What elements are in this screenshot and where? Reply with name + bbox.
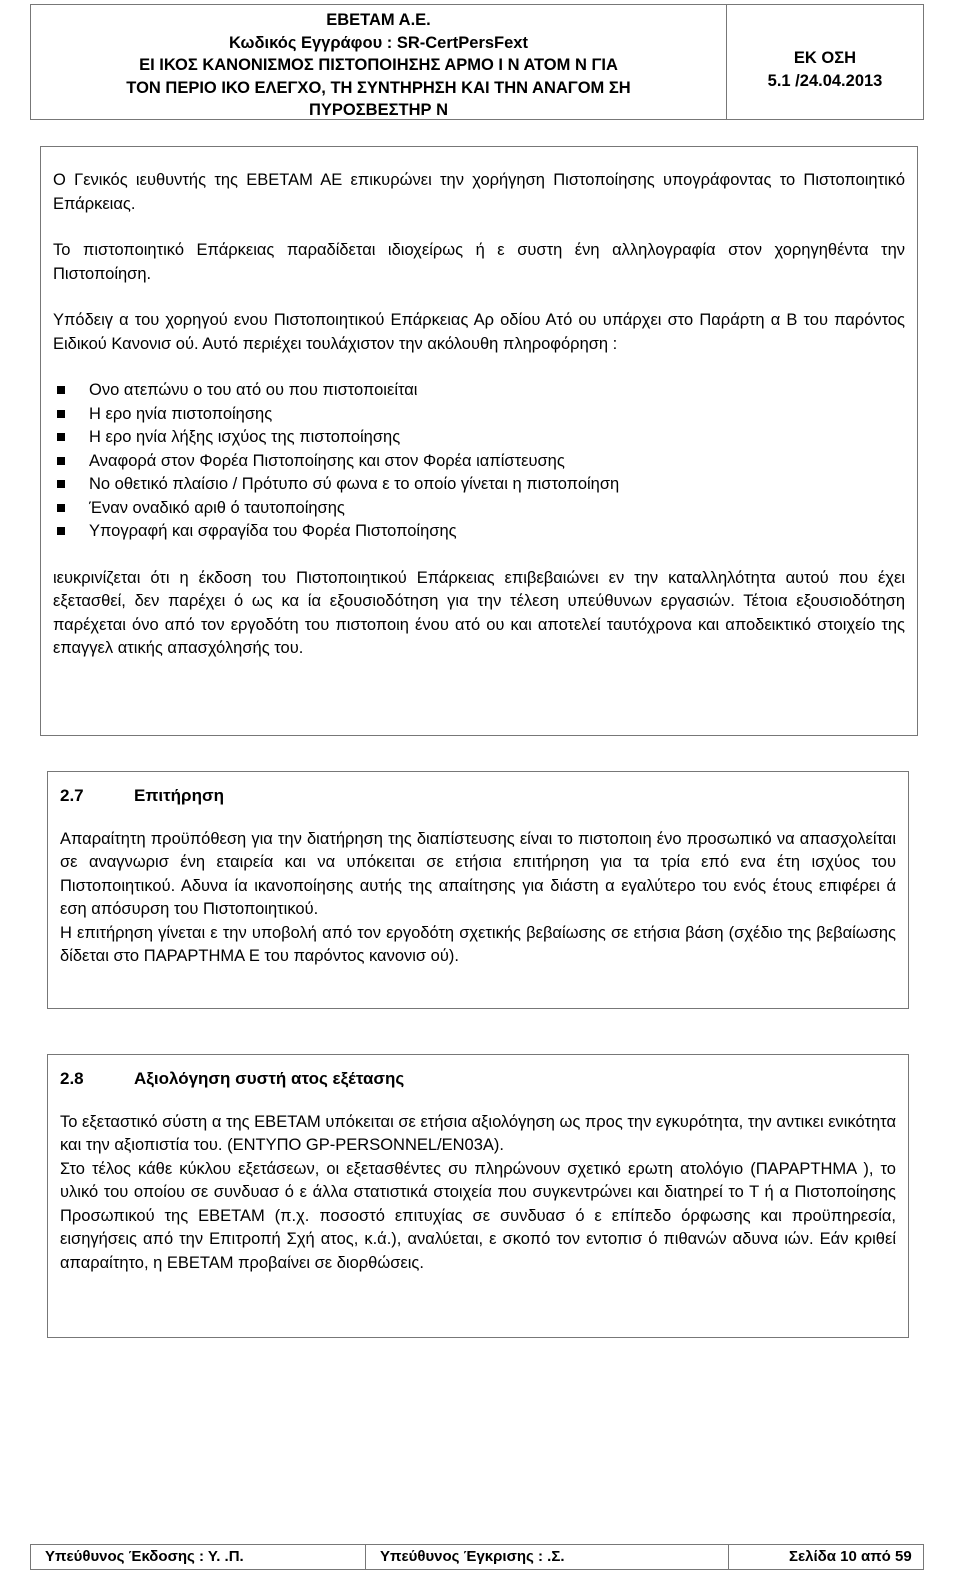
company-name: ΕΒΕΤΑΜ Α.Ε. bbox=[326, 11, 431, 29]
header-title-block bbox=[31, 5, 727, 119]
square-bullet-icon bbox=[57, 410, 65, 418]
section-number: 2.8 bbox=[60, 1069, 84, 1088]
list-item: Υπογραφή και σφραγίδα του Φορέα Πιστοποίησης bbox=[53, 520, 905, 544]
template-paragraph: Υπόδειγ α του χορηγού ενου Πιστοποιητικού Επάρκειας Αρ οδίου Ατό ου υπάρχει στο Παράρτη α Β του παρόντος Ειδικού Κανονισ ού. Αυτό περιέχει τουλάχιστον την ακόλουθη πληροφόρηση : bbox=[53, 311, 905, 353]
approval-paragraph: Ο Γενικός ιευθυντής της ΕΒΕΤΑΜ ΑΕ επικυρώνει την χορήγηση Πιστοποίησης υπογράφοντας το Πιστοποιητικό Επάρκειας. bbox=[53, 171, 905, 213]
square-bullet-icon bbox=[57, 433, 65, 441]
evaluation-paragraph: Το εξεταστικό σύστη α της ΕΒΕΤΑΜ υπόκειται σε ετήσια αξιολόγηση ως προς την εγκυρότητα, την αντικει ενικότητα και την αξιοπιστία του. (ΕΝΤΥΠΟ GP-PERSONNEL/EN03A). bbox=[60, 1112, 896, 1154]
document-title-line-3: ΠΥΡΟΣΒΕΣΤΗΡ Ν bbox=[309, 101, 448, 119]
list-item: Νο οθετικό πλαίσιο / Πρότυπο σύ φωνα ε το οποίο γίνεται η πιστοποίηση bbox=[53, 473, 905, 497]
square-bullet-icon bbox=[57, 504, 65, 512]
document-code: Κωδικός Εγγράφου : SR-CertPersFext bbox=[229, 33, 528, 52]
list-item: Ονο ατεπώνυ ο του ατό ου που πιστοποιείται bbox=[53, 379, 905, 403]
document-title-line-2: ΤΟΝ ΠΕΡΙΟ ΙΚΟ ΕΛΕΓΧΟ, ΤΗ ΣΥΝΤΗΡΗΣΗ ΚΑΙ ΤΗΝ ΑΝΑΓΟΜ ΣΗ bbox=[126, 78, 631, 97]
list-item: Αναφορά στον Φορέα Πιστοποίησης και στον Φορέα ιαπίστευσης bbox=[53, 450, 905, 474]
surveillance-procedure-paragraph: Η επιτήρηση γίνεται ε την υποβολή από τον εργοδότη σχετικής βεβαίωσης σε ετήσια βάση (σχέδιο της βεβαίωσης δίδεται στο ΠΑΡΑΡΤΗΜΑ Ε του παρόντος κανονισ ού). bbox=[60, 923, 896, 965]
section-number: 2.7 bbox=[60, 786, 84, 805]
surveillance-paragraph: Απαραίτητη προϋπόθεση για την διατήρηση της διαπίστευσης είναι το πιστοποιη ένο προσωπικό να απασχολείται σε αναγνωρισ ένη εταιρεία και να υπόκειται σε ετήσια επιτήρηση για τα τρία επό ενα έτη ισχύος του Πιστοποιητικού. Αδυνα ία ικανοποίησης αυτής της απαίτησης για διάστη α εγαλύτερο του ενός έτους επιφέρει ά εση απόσυρση του Πιστοποιητικού. bbox=[60, 829, 896, 918]
section-title: Αξιολόγηση συστή ατος εξέτασης bbox=[134, 1069, 405, 1088]
square-bullet-icon bbox=[57, 457, 65, 465]
square-bullet-icon bbox=[57, 386, 65, 394]
section-2-8 bbox=[47, 1054, 909, 1338]
document-header bbox=[30, 4, 924, 120]
section-heading bbox=[60, 1067, 896, 1091]
list-item: Η ερο ηνία πιστοποίησης bbox=[53, 403, 905, 427]
square-bullet-icon bbox=[57, 480, 65, 488]
certificate-section bbox=[40, 146, 918, 736]
edition-value: 5.1 /24.04.2013 bbox=[767, 71, 883, 90]
square-bullet-icon bbox=[57, 527, 65, 535]
questionnaire-paragraph: Στο τέλος κάθε κύκλου εξετάσεων, οι εξετασθέντες συ πληρώνουν σχετικό ερωτη ατολόγιο (ΠΑΡΑΡΤΗΜΑ ), το υλικό του οποίου σε συνδυασ ό ε άλλα στατιστικά στοιχεία που συγκεντρώνει και διατηρεί το Τ ή α Πιστοποίησης Προσωπικού της ΕΒΕΤΑΜ (π.χ. ποσοστό επιτυχίας σε συνδυασ ό ε επίπεδο όρφωσης και προϋπηρεσία, εισηγήσεις από την Επιτροπή Σχή ατος, κ.ά.), αναλύεται, ε σκοπό τον εντοπισ ό πιθανών αδυνα ιών. Εάν κριθεί απαραίτητο, η ΕΒΕΤΑΜ προβαίνει σε διορθώσεις. bbox=[60, 1159, 896, 1272]
clarification-paragraph: ιευκρινίζεται ότι η έκδοση του Πιστοποιητικού Επάρκειας επιβεβαιώνει εν την καταλληλότητα αυτού που έχει εξετασθεί, δεν παρέχει ό ως κα ία εξουσιοδότηση για την τέλεση υπεύθυνων εργασιών. Τέτοια εξουσιοδότηση παρέχεται όνο από τον εργοδότη του πιστοποιη ένου ατό ου και αποτελεί ταυτόχρονα και αποδεικτικό στοιχείο της επαγγελ ατικής απασχόλησής του. bbox=[53, 568, 905, 657]
edition-label: ΕΚ ΟΣΗ bbox=[793, 49, 857, 67]
section-title: Επιτήρηση bbox=[134, 786, 224, 805]
approval-responsible: Υπεύθυνος Έγκρισης : .Σ. bbox=[366, 1545, 729, 1569]
certificate-contents-list bbox=[53, 379, 905, 544]
document-footer bbox=[30, 1544, 924, 1570]
document-title-line-1: ΕΙ ΙΚΟΣ ΚΑΝΟΝΙΣΜΟΣ ΠΙΣΤΟΠΟΙΗΣΗΣ ΑΡΜΟ Ι Ν ΑΤΟΜ Ν ΓΙΑ bbox=[139, 56, 618, 74]
section-heading bbox=[60, 784, 896, 808]
page-number: Σελίδα 10 από 59 bbox=[789, 1548, 912, 1565]
list-item: Η ερο ηνία λήξης ισχύος της πιστοποίησης bbox=[53, 426, 905, 450]
section-2-7 bbox=[47, 771, 909, 1009]
delivery-paragraph: Το πιστοποιητικό Επάρκειας παραδίδεται ιδιοχείρως ή ε συστη ένη αλληλογραφία στον χορηγηθέντα την Πιστοποίηση. bbox=[53, 241, 905, 283]
edition-block bbox=[727, 5, 923, 119]
list-item: Έναν οναδικό αριθ ό ταυτοποίησης bbox=[53, 497, 905, 521]
issue-responsible: Υπεύθυνος Έκδοσης : Υ. .Π. bbox=[31, 1545, 366, 1569]
